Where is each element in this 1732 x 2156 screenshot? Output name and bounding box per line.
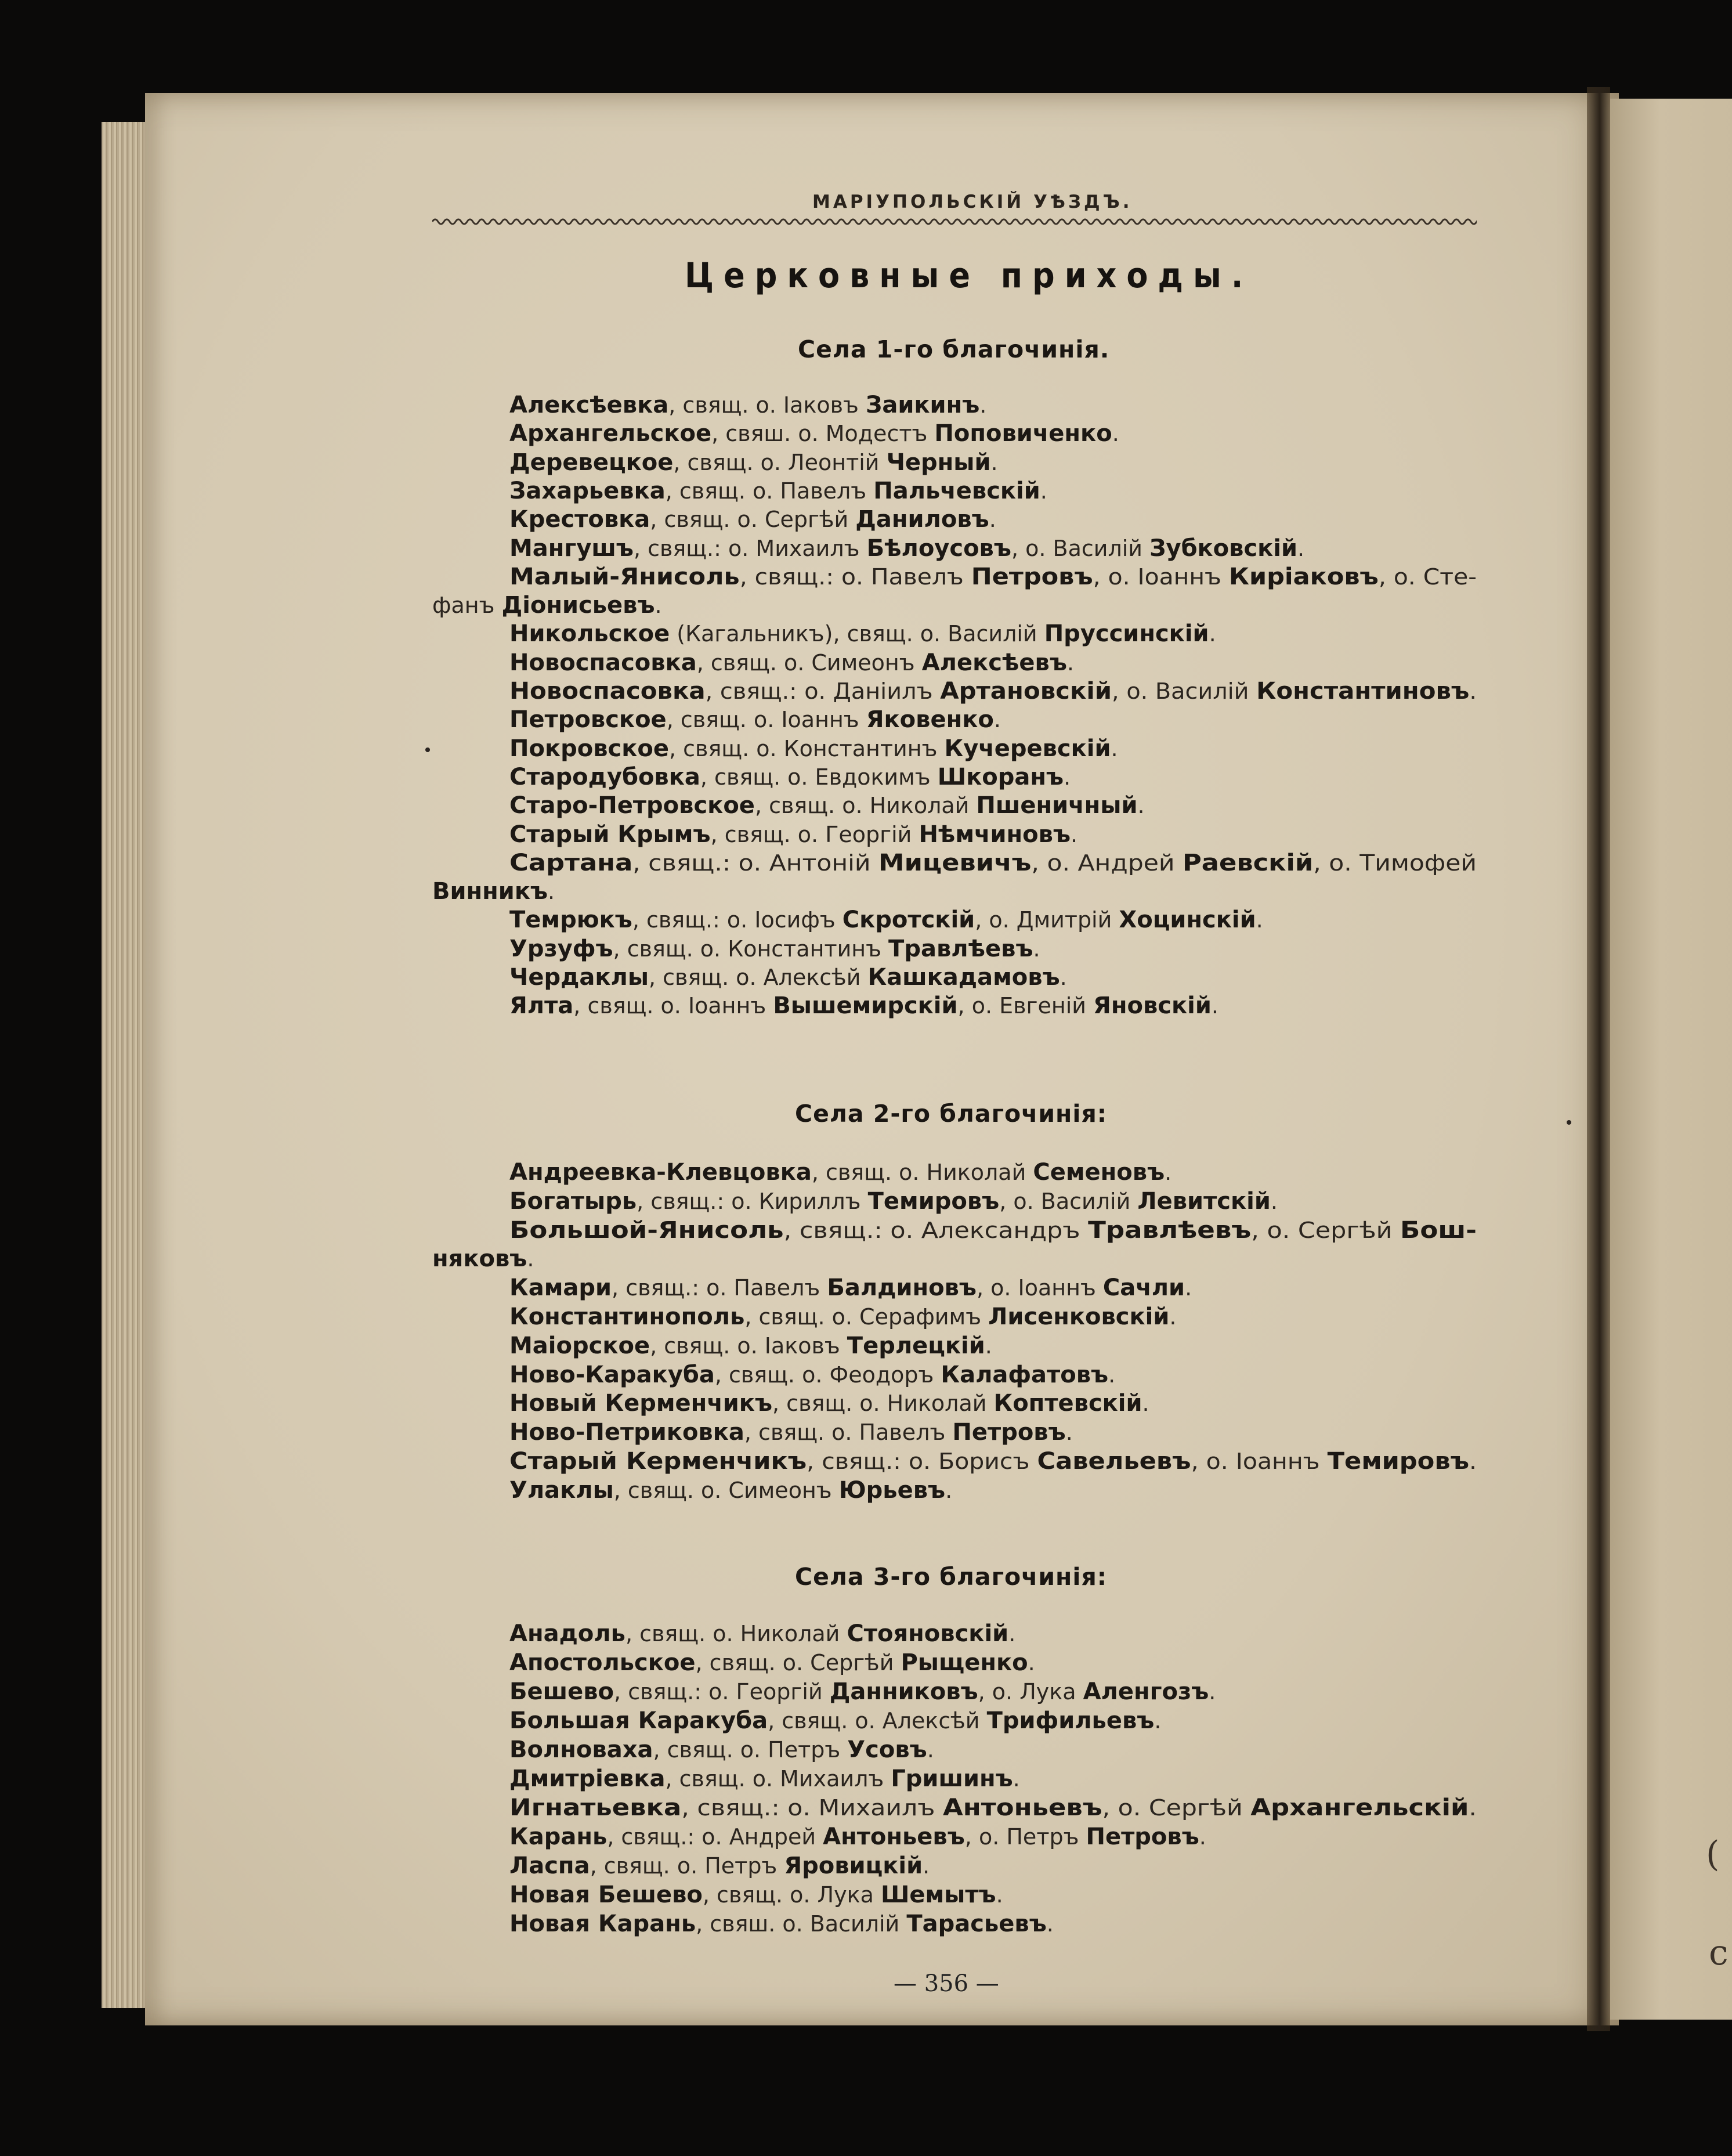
entry-text: . xyxy=(1008,1621,1016,1646)
entry-name: Заикинъ xyxy=(865,392,980,418)
entry-text: , о. Сергѣй xyxy=(1251,1217,1401,1243)
entry-name: Семеновъ xyxy=(1033,1159,1165,1186)
entry-text: , свящ. о. Константинъ xyxy=(613,936,889,962)
parish-entry-line xyxy=(432,594,662,617)
entry-text: . xyxy=(548,879,555,905)
entry-text: , свяш. о. Модестъ xyxy=(711,421,935,447)
entry-name: Яновскій xyxy=(1093,992,1212,1020)
entry-name: Ново-Каракуба xyxy=(509,1361,715,1388)
entry-name: Пруссинскій xyxy=(1044,620,1209,648)
entry-text: , свящ.: о. Антоній xyxy=(632,850,879,876)
entry-text: , свящ. о. Лука xyxy=(702,1882,881,1908)
entry-text: , о. Сергѣй xyxy=(1102,1795,1251,1821)
parish-entry-line xyxy=(509,422,1119,445)
entry-name: Мицевичъ xyxy=(878,849,1032,876)
entry-name: Винникъ xyxy=(432,878,548,905)
parish-entry-line xyxy=(509,794,1145,817)
entry-text: , свящ. о. Симеонъ xyxy=(696,649,922,676)
entry-name: Травлѣевъ xyxy=(1088,1216,1252,1244)
entry-text: , о. Василій xyxy=(1112,678,1257,704)
entry-name: Поповиченко xyxy=(934,420,1112,447)
entry-text: . xyxy=(1209,621,1216,647)
page-number: — 356 — xyxy=(894,1970,999,1997)
parish-entry-line xyxy=(509,851,1477,875)
entry-name: Камари xyxy=(509,1274,612,1302)
entry-name: Петровское xyxy=(509,706,667,734)
entry-text: . xyxy=(1064,764,1071,790)
entry-text: , свящ. о. Серафимъ xyxy=(744,1304,989,1330)
parish-entry-line xyxy=(509,508,996,531)
parish-entry-line xyxy=(509,1476,953,1504)
parish-entry-line xyxy=(509,1767,1020,1790)
entry-name: Коптевскій xyxy=(993,1390,1142,1417)
entry-text: . xyxy=(1256,907,1263,933)
entry-name: Мангушъ xyxy=(509,535,634,562)
entry-name: Апостольское xyxy=(509,1649,696,1676)
entry-name: Левитскій xyxy=(1137,1187,1271,1215)
entry-name: Калафатовъ xyxy=(941,1361,1109,1388)
entry-name: Архангельскій xyxy=(1250,1794,1469,1821)
entry-name: Крестовка xyxy=(509,506,650,533)
entry-text: , свящ. о. Алексѣй xyxy=(768,1708,987,1734)
entry-name: Урзуфъ xyxy=(509,935,613,962)
entry-name: Пальчевскій xyxy=(873,477,1040,504)
page-title: Церковные приходы. xyxy=(685,255,1253,296)
entry-name: Анадоль xyxy=(509,1620,625,1647)
entry-name: Новоспасовка xyxy=(509,678,706,705)
entry-name: Артановскій xyxy=(940,678,1112,705)
entry-name: Андреевка-Клевцовка xyxy=(509,1159,812,1186)
entry-name: Кашкадамовъ xyxy=(867,964,1060,991)
entry-text: . xyxy=(1137,793,1145,819)
parish-entry-line xyxy=(509,1825,1206,1848)
entry-name: Карань xyxy=(509,1823,608,1850)
entry-text: . xyxy=(1013,1766,1020,1792)
entry-name: Антоньевъ xyxy=(942,1794,1102,1821)
parish-entry-line xyxy=(509,1305,1177,1328)
section-heading: Села 1-го благочинія. xyxy=(798,335,1110,363)
entry-text: . xyxy=(985,1332,992,1359)
parish-entry-line xyxy=(509,565,1477,588)
entry-name: Нѣмчиновъ xyxy=(919,821,1071,848)
entry-text: , свящ.: о. Даніилъ xyxy=(705,678,941,704)
entry-name: Ялта xyxy=(509,992,574,1020)
entry-name: Новоспасовка xyxy=(509,649,697,676)
entry-text: . xyxy=(1066,649,1074,676)
entry-text: , свящ. о. Іоаннъ xyxy=(573,993,773,1019)
entry-name: Никольское xyxy=(509,620,670,648)
entry-text: , свящ.: о. Павелъ xyxy=(739,564,971,590)
entry-name: Рыщенко xyxy=(901,1649,1028,1676)
entry-text: . xyxy=(1028,1650,1035,1675)
entry-name: Сартана xyxy=(509,849,633,876)
parish-entry-line xyxy=(509,1680,1216,1703)
entry-name: Малый-Янисоль xyxy=(509,563,740,590)
section-heading: Села 3-го благочинія: xyxy=(795,1563,1108,1591)
entry-name: Стародубовка xyxy=(509,763,700,790)
entry-text: , свяш. о. Василій xyxy=(696,1911,907,1937)
parish-entry-line xyxy=(509,1216,1477,1244)
entry-text: . xyxy=(1046,1911,1054,1937)
parish-entry-line xyxy=(432,880,555,903)
parish-entry-line xyxy=(509,966,1067,989)
entry-text: . xyxy=(1065,1420,1073,1446)
parish-entry-line xyxy=(509,1912,1054,1935)
entry-text: , свящ. о. Петръ xyxy=(653,1737,848,1763)
entry-name: Петровъ xyxy=(952,1419,1066,1446)
parish-entry-line xyxy=(509,1651,1035,1674)
entry-name: Сачли xyxy=(1102,1274,1185,1302)
entry-text: , свящ.: о. Борисъ xyxy=(807,1449,1037,1474)
entry-name: Маіорское xyxy=(509,1332,650,1359)
entry-name: Игнатьевка xyxy=(509,1794,682,1821)
entry-text: . xyxy=(1033,936,1040,962)
entry-name: Новая Бешево xyxy=(509,1881,703,1908)
parish-entry-line xyxy=(509,765,1071,789)
entry-text: . xyxy=(989,507,996,533)
entry-name: Бѣлоусовъ xyxy=(866,535,1011,562)
entry-text: . xyxy=(979,392,987,418)
entry-text: . xyxy=(1111,735,1118,761)
entry-text: . xyxy=(1209,1679,1216,1704)
entry-name: Скротскій xyxy=(842,907,975,934)
entry-name: Богатырь xyxy=(509,1187,637,1215)
entry-text: . xyxy=(1469,1449,1477,1474)
parish-entry-line xyxy=(509,737,1118,760)
entry-text: , свящ. о. Николай xyxy=(811,1160,1033,1185)
entry-text: . xyxy=(1060,965,1067,990)
entry-text: , свящ. о. Іоаннъ xyxy=(666,707,866,733)
parish-entry-line xyxy=(509,537,1304,560)
entry-text: . xyxy=(1169,1304,1177,1330)
entry-name: Савельевъ xyxy=(1037,1448,1191,1475)
parish-entry-line xyxy=(509,1421,1073,1444)
entry-text: . xyxy=(1165,1160,1172,1185)
entry-text: , о. Дмитрій xyxy=(975,907,1119,933)
parish-entry-line xyxy=(509,479,1047,503)
parish-entry-line xyxy=(509,1854,930,1877)
entry-name: Петровъ xyxy=(971,563,1093,590)
ink-speck xyxy=(1567,1120,1571,1125)
section-heading: Села 2-го благочинія: xyxy=(795,1100,1108,1128)
entry-text: , свящ. о. Симеонъ xyxy=(613,1477,839,1503)
entry-name: Ново-Петриковка xyxy=(509,1419,744,1446)
entry-name: Большая Каракуба xyxy=(509,1707,768,1734)
entry-name: Даниловъ xyxy=(855,506,989,533)
parish-entry-line xyxy=(509,393,986,417)
entry-name: Старо-Петровское xyxy=(509,792,755,819)
parish-entry-line xyxy=(509,1161,1171,1184)
entry-text: , свящ. о. Николай xyxy=(625,1621,847,1646)
entry-text: , о. Евгеній xyxy=(957,993,1094,1019)
entry-name: Темировъ xyxy=(867,1187,1000,1215)
entry-name: Кучеревскій xyxy=(944,735,1111,762)
parish-entry-line xyxy=(509,1187,1278,1215)
entry-text: . xyxy=(927,1737,934,1763)
parish-entry-line xyxy=(509,1334,992,1357)
parish-entry-line xyxy=(509,451,998,474)
entry-text: , о. Василій xyxy=(999,1188,1138,1214)
entry-text: , свящ. о. Константинъ xyxy=(669,735,945,761)
entry-name: Антоньевъ xyxy=(823,1823,965,1850)
entry-text: , свящ. о. Леонтій xyxy=(673,449,887,475)
entry-text: , свящ.: о. Кириллъ xyxy=(637,1188,868,1214)
parish-entry-line xyxy=(509,1392,1149,1415)
entry-text: . xyxy=(1071,821,1078,847)
entry-text: , свящ. о. Сергѣй xyxy=(650,507,856,533)
parish-entry-line xyxy=(509,1883,1003,1906)
facing-page-glyph: ( xyxy=(1706,1834,1720,1875)
entry-name: Пшеничный xyxy=(976,792,1138,819)
entry-name: Покровское xyxy=(509,735,669,762)
entry-text: . xyxy=(923,1853,930,1879)
entry-text: . xyxy=(1142,1391,1149,1417)
entry-text: , свящ. о. Феодоръ xyxy=(714,1362,941,1388)
entry-name: Шемытъ xyxy=(880,1881,996,1908)
entry-text: , свящ. о. Евдокимъ xyxy=(700,764,938,790)
running-head: МАРІУПОЛЬСКІЙ УѢЗДЪ. xyxy=(812,192,1133,212)
entry-name: Шкоранъ xyxy=(937,763,1064,790)
entry-text: , о. Тимофей xyxy=(1313,850,1477,876)
entry-text: (Кагальникъ), свящ. о. Василій xyxy=(670,621,1044,647)
wavy-rule xyxy=(432,215,1477,229)
entry-name: Яровицкій xyxy=(784,1852,923,1879)
entry-name: Вышемирскій xyxy=(773,992,958,1020)
entry-name: Яковенко xyxy=(866,706,994,734)
parish-entry-line xyxy=(509,1450,1477,1473)
parish-entry-line xyxy=(509,1274,1192,1302)
entry-text: , о. Сте- xyxy=(1378,564,1477,590)
entry-name: Волноваха xyxy=(509,1736,653,1763)
entry-text: , свящ.: о. Михаилъ xyxy=(633,535,867,561)
parish-entry-line xyxy=(509,1738,934,1761)
entry-text: фанъ xyxy=(432,593,502,619)
entry-name: Юрьевъ xyxy=(838,1476,946,1504)
entry-text: , о. Петръ xyxy=(964,1824,1086,1850)
entry-text: , свящ. о. Михаилъ xyxy=(665,1766,891,1792)
entry-text: . xyxy=(1211,993,1218,1019)
entry-text: , о. Іоаннъ xyxy=(1191,1449,1328,1474)
entry-name: Архангельское xyxy=(509,420,712,447)
entry-text: . xyxy=(1112,421,1119,447)
parish-entry-line xyxy=(432,1245,534,1273)
entry-text: . xyxy=(945,1477,953,1503)
entry-text: , свящ. о. Сергѣй xyxy=(695,1650,901,1675)
entry-name: Трифильевъ xyxy=(986,1707,1155,1734)
entry-text: . xyxy=(990,449,998,475)
entry-name: Старый Керменчикъ xyxy=(509,1448,807,1475)
entry-name: Раевскій xyxy=(1183,849,1314,876)
entry-text: . xyxy=(527,1246,534,1272)
entry-name: Балдиновъ xyxy=(827,1274,977,1302)
parish-entry-line xyxy=(509,1622,1015,1645)
entry-name: Улаклы xyxy=(509,1476,614,1504)
entry-text: , о. Андрей xyxy=(1031,850,1183,876)
entry-name: Киріаковъ xyxy=(1228,563,1379,590)
entry-text: , свящ. о. Николай xyxy=(772,1391,994,1417)
entry-name: Алексѣевъ xyxy=(921,649,1067,676)
entry-name: няковъ xyxy=(432,1245,527,1273)
entry-text: . xyxy=(1108,1362,1116,1388)
entry-text: . xyxy=(1469,1795,1477,1821)
entry-name: Черный xyxy=(886,449,991,476)
entry-name: Терлецкій xyxy=(847,1332,985,1359)
entry-text: , свящ.: о. Іосифъ xyxy=(632,907,843,933)
entry-name: Стояновскій xyxy=(847,1620,1009,1647)
entry-name: Тарасьевъ xyxy=(906,1911,1047,1937)
entry-name: Бош- xyxy=(1400,1216,1477,1244)
entry-name: Чердаклы xyxy=(509,964,649,991)
entry-text: , свящ.: о. Александръ xyxy=(783,1217,1089,1243)
entry-text: , о. Лука xyxy=(978,1679,1083,1704)
entry-name: Деревецкое xyxy=(509,449,674,476)
entry-name: Хоцинскій xyxy=(1119,907,1256,934)
entry-name: Аленгозъ xyxy=(1083,1678,1209,1705)
entry-text: . xyxy=(1154,1708,1162,1734)
entry-text: , о. Іоаннъ xyxy=(1093,564,1229,590)
entry-name: Усовъ xyxy=(847,1736,927,1763)
entry-name: Старый Крымъ xyxy=(509,821,711,848)
parish-entry-line xyxy=(509,706,1001,734)
entry-name: Бешево xyxy=(509,1678,614,1705)
facing-page-glyph: c xyxy=(1709,1933,1729,1973)
parish-entry-line xyxy=(509,907,1263,934)
entry-text: , о. Іоаннъ xyxy=(976,1275,1103,1301)
entry-name: Темрюкъ xyxy=(509,907,632,934)
entry-text: , свящ.: о. Павелъ xyxy=(612,1275,827,1301)
entry-name: Дмитріевка xyxy=(509,1765,666,1792)
parish-entry-line xyxy=(509,1796,1477,1819)
entry-name: Константиновъ xyxy=(1256,678,1470,705)
entry-name: Зубковскій xyxy=(1149,535,1298,562)
entry-text: , о. Василій xyxy=(1011,535,1150,561)
entry-text: . xyxy=(993,707,1001,733)
entry-name: Темировъ xyxy=(1327,1448,1470,1475)
entry-text: , свящ. о. Георгій xyxy=(710,821,919,847)
parish-entry-line xyxy=(509,823,1077,846)
entry-text: , свящ. о. Павелъ xyxy=(665,478,874,504)
parish-entry-line xyxy=(509,937,1040,960)
parish-entry-line xyxy=(509,651,1074,674)
parish-entry-line xyxy=(509,680,1477,703)
entry-name: Гришинъ xyxy=(891,1765,1013,1792)
ink-speck xyxy=(425,747,430,752)
entry-text: . xyxy=(1297,535,1305,561)
entry-text: . xyxy=(1185,1275,1192,1301)
entry-text: . xyxy=(1199,1824,1206,1850)
entry-name: Константинополь xyxy=(509,1303,745,1330)
entry-text: . xyxy=(1040,478,1047,504)
entry-text: . xyxy=(996,1882,1003,1908)
entry-text: , свящ.: о. Андрей xyxy=(607,1824,823,1850)
parish-entry-line xyxy=(509,1709,1161,1732)
entry-text: , свящ.: о. Георгій xyxy=(614,1679,830,1704)
entry-text: , свящ. о. Іаковъ xyxy=(668,392,866,418)
entry-name: Захарьевка xyxy=(509,477,666,504)
entry-text: , свящ. о. Петръ xyxy=(590,1853,784,1879)
entry-text: , свящ.: о. Михаилъ xyxy=(681,1795,943,1821)
entry-text: . xyxy=(1469,678,1477,704)
entry-text: . xyxy=(655,593,662,619)
entry-text: . xyxy=(1270,1188,1278,1214)
entry-text: , свящ. о. Павелъ xyxy=(744,1420,953,1446)
entry-name: Ласпа xyxy=(509,1852,590,1879)
entry-name: Лисенковскій xyxy=(988,1303,1170,1330)
entry-name: Алексѣевка xyxy=(509,392,669,418)
parish-entry-line xyxy=(509,620,1216,648)
entry-name: Новый Керменчикъ xyxy=(509,1390,773,1417)
entry-text: , свящ. о. Іаковъ xyxy=(650,1332,847,1359)
parish-entry-line xyxy=(509,1363,1115,1386)
entry-name: Травлѣевъ xyxy=(888,935,1033,962)
entry-name: Діонисьевъ xyxy=(501,592,655,619)
entry-name: Большой-Янисоль xyxy=(509,1216,784,1244)
entry-name: Петровъ xyxy=(1086,1823,1199,1850)
entry-text: , свящ. о. Алексѣй xyxy=(649,965,868,990)
entry-name: Данниковъ xyxy=(829,1678,978,1705)
entry-text: , свящ. о. Николай xyxy=(754,793,977,819)
parish-entry-line xyxy=(509,992,1218,1020)
entry-name: Новая Карань xyxy=(509,1911,696,1937)
